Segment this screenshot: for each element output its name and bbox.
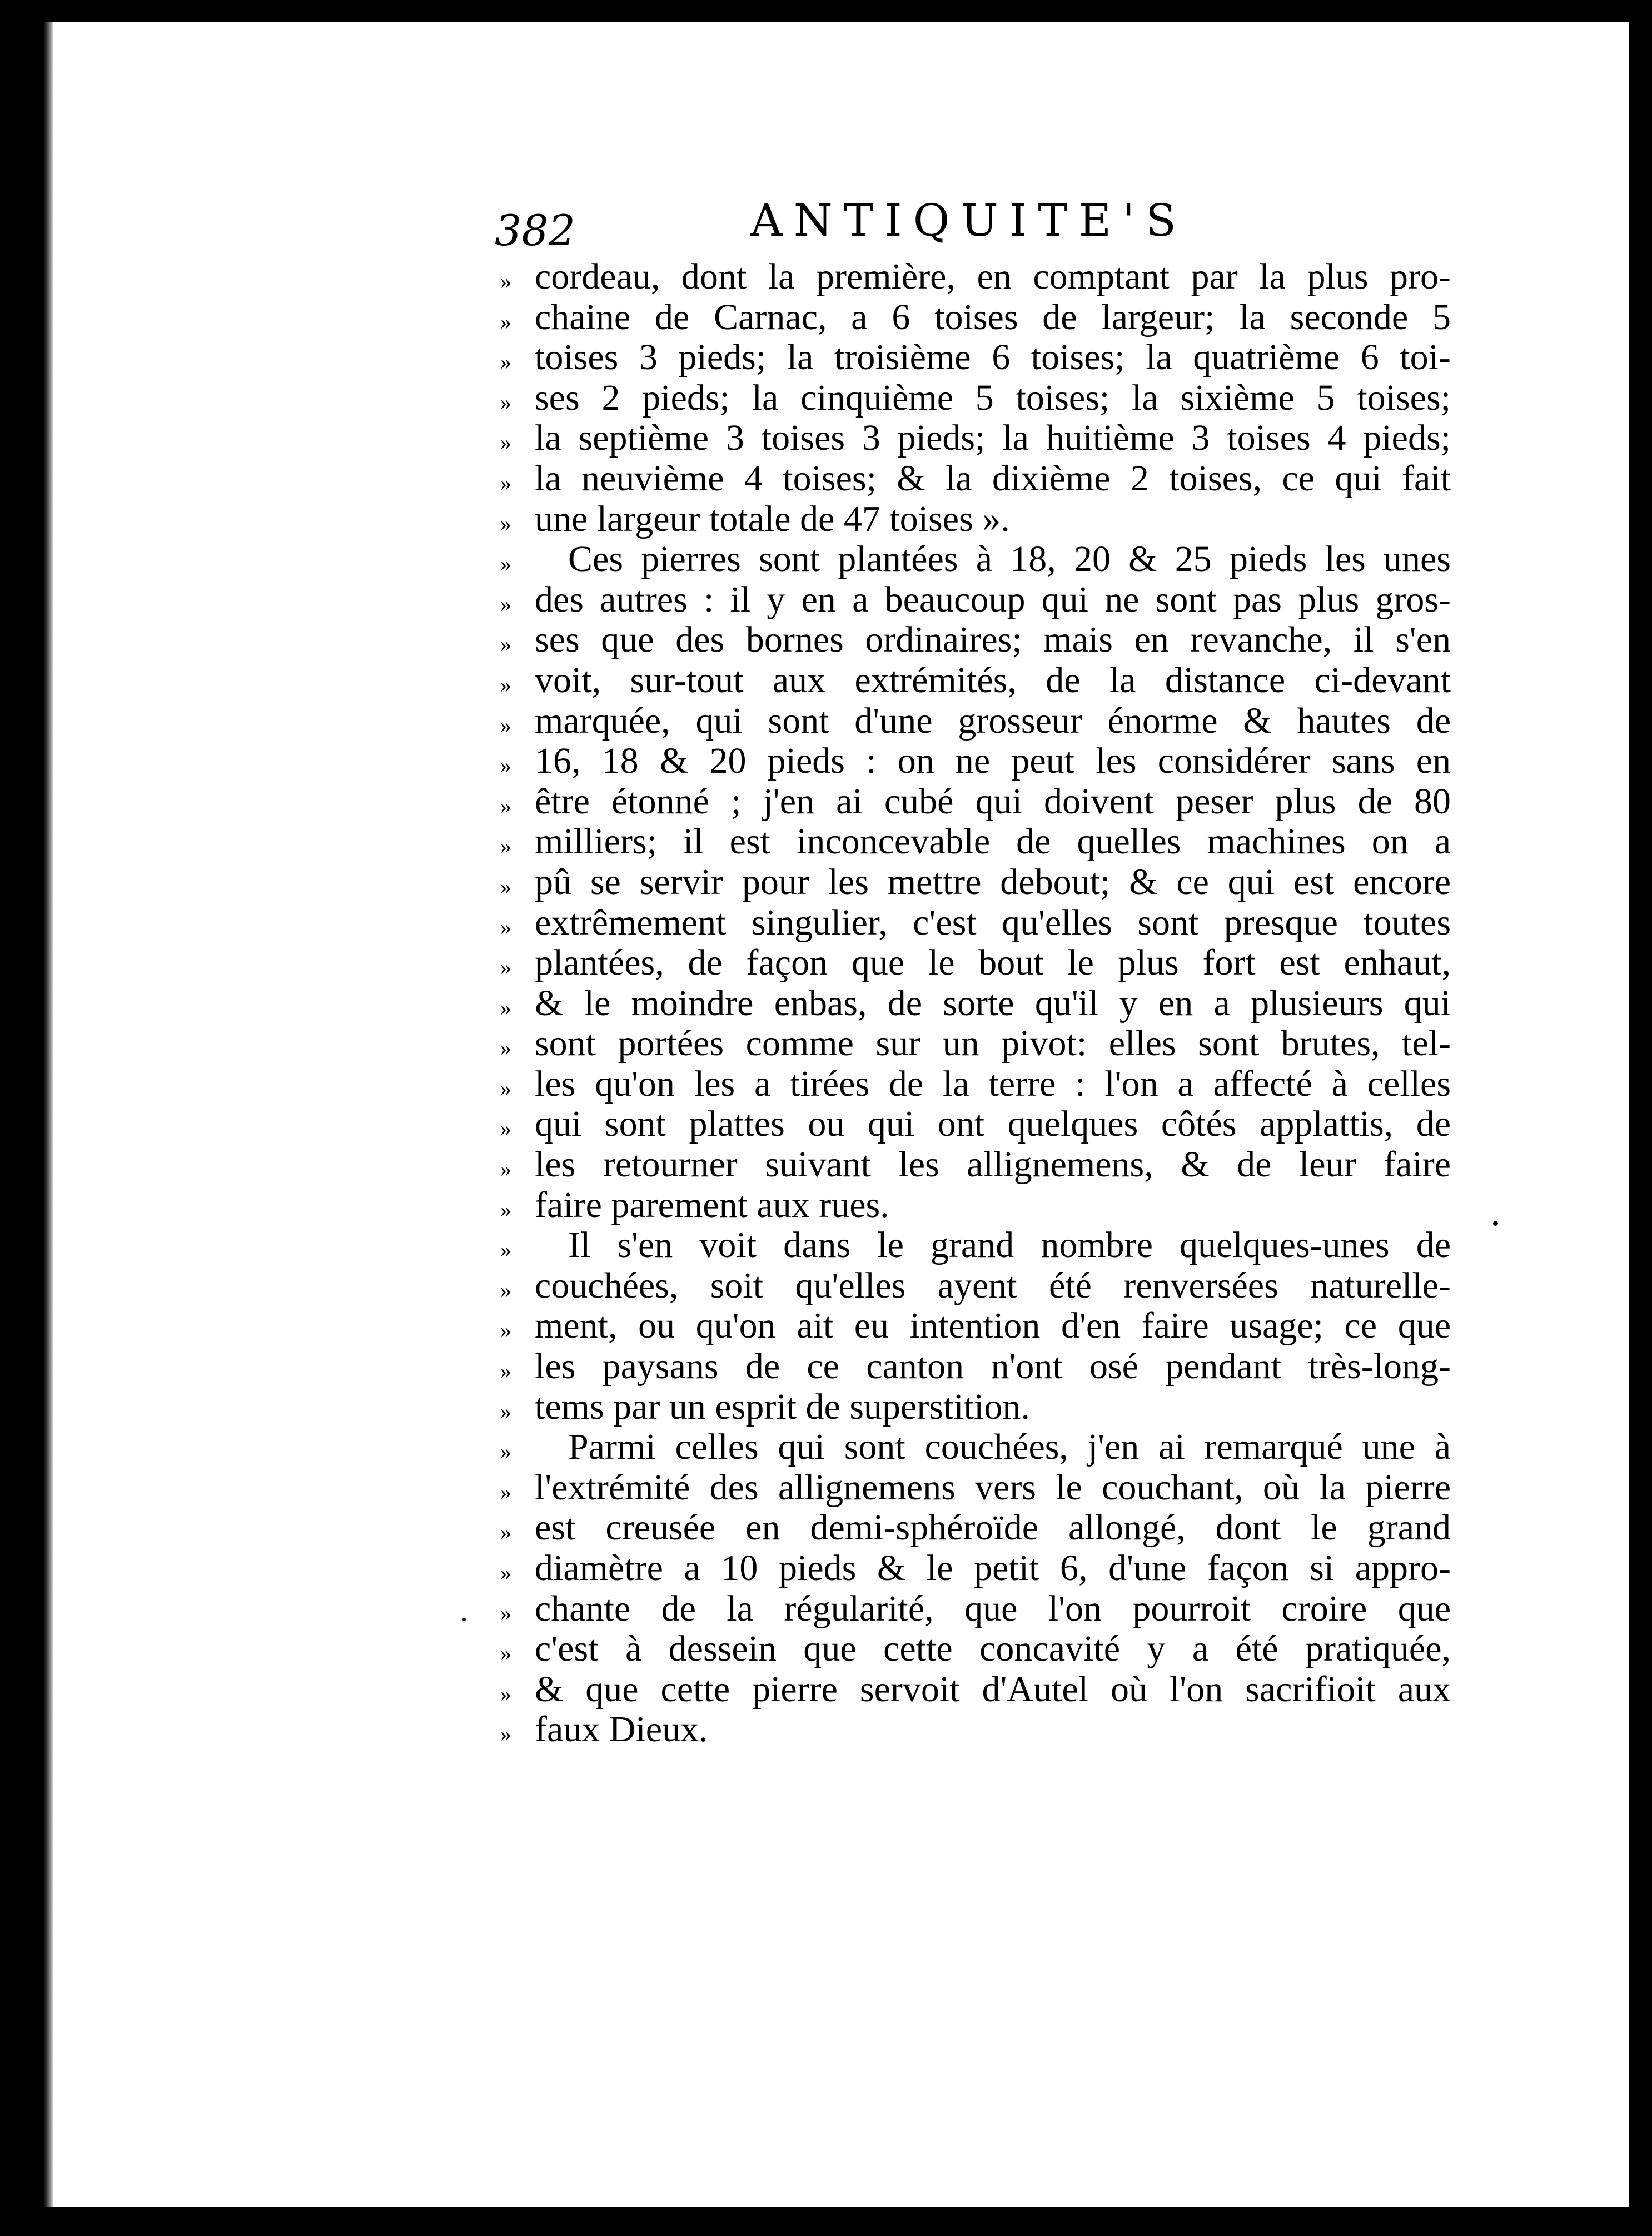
text-line xyxy=(500,1710,1451,1750)
line-text: diamètre a 10 pieds & le petit 6, d'une façon si appro- xyxy=(535,1548,1451,1588)
text-line xyxy=(500,1468,1451,1508)
line-text: ses 2 pieds; la cinquième 5 toises; la sixième 5 toises; xyxy=(535,377,1451,418)
text-line xyxy=(500,862,1451,903)
line-text: des autres : il y en a beaucoup qui ne sont pas plus gros- xyxy=(535,579,1451,620)
line-text: faux Dieux. xyxy=(535,1710,708,1750)
text-line xyxy=(500,741,1451,782)
speck-mark xyxy=(1493,1221,1498,1226)
line-text: 16, 18 & 20 pieds : on ne peut les considérer sans en xyxy=(535,741,1451,782)
line-text: Il s'en voit dans le grand nombre quelques-unes de xyxy=(568,1225,1451,1266)
text-line xyxy=(500,1508,1451,1548)
quotation-mark: » xyxy=(500,309,511,334)
line-text: tems par un esprit de superstition. xyxy=(535,1387,1030,1427)
quotation-mark: » xyxy=(500,551,511,577)
quotation-mark: » xyxy=(500,1439,511,1464)
text-line xyxy=(500,1266,1451,1306)
text-line xyxy=(500,1589,1451,1629)
text-line xyxy=(500,1064,1451,1105)
quotation-mark: » xyxy=(500,1398,511,1424)
quotation-mark: » xyxy=(500,753,511,778)
text-line xyxy=(500,1629,1451,1669)
text-line xyxy=(500,1145,1451,1185)
line-text: couchées, soit qu'elles ayent été renversées naturelle- xyxy=(535,1265,1451,1306)
quotation-mark: » xyxy=(500,793,511,818)
quotation-mark: » xyxy=(500,1075,511,1101)
quotation-mark: » xyxy=(500,1681,511,1706)
line-text: extrêmement singulier, c'est qu'elles sont presque toutes xyxy=(535,902,1451,943)
text-line xyxy=(500,580,1451,620)
text-line xyxy=(500,1669,1451,1710)
text-line xyxy=(500,378,1451,419)
line-text: faire parement aux rues. xyxy=(535,1185,889,1225)
quotation-mark: » xyxy=(500,712,511,738)
text-line xyxy=(500,1185,1451,1226)
text-line xyxy=(500,499,1451,540)
text-line xyxy=(500,1346,1451,1387)
quotation-mark: » xyxy=(500,833,511,859)
line-text: c'est à dessein que cette concavité y a été pratiquée, xyxy=(535,1629,1451,1669)
text-line xyxy=(500,1306,1451,1346)
text-line xyxy=(500,418,1451,459)
text-line xyxy=(500,539,1451,580)
line-text: plantées, de façon que le bout le plus fort est enhaut, xyxy=(535,943,1451,983)
text-line xyxy=(500,297,1451,338)
text-line xyxy=(500,1387,1451,1428)
quotation-mark: » xyxy=(500,1479,511,1504)
line-text: l'extrémité des allignemens vers le couchant, où la pierre xyxy=(535,1467,1451,1508)
page-edge-shadow xyxy=(44,22,53,2207)
quotation-mark: » xyxy=(500,1721,511,1747)
text-line xyxy=(500,782,1451,822)
text-line xyxy=(500,1104,1451,1145)
line-text: voit, sur-tout aux extrémités, de la distance ci-devant xyxy=(535,660,1451,700)
line-text: & que cette pierre servoit d'Autel où l'on sacrifioit aux xyxy=(535,1669,1451,1710)
line-text: ses que des bornes ordinaires; mais en revanche, il s'en xyxy=(535,620,1451,660)
quotation-mark: » xyxy=(500,1237,511,1263)
page-number: 382 xyxy=(495,206,576,255)
quotation-mark: » xyxy=(500,1318,511,1343)
quotation-mark: » xyxy=(500,389,511,415)
quotation-mark: » xyxy=(500,1519,511,1545)
line-text: milliers; il est inconcevable de quelles machines on a xyxy=(535,822,1451,862)
text-line xyxy=(500,620,1451,660)
quotation-mark: » xyxy=(500,1358,511,1384)
text-line xyxy=(500,943,1451,983)
quotation-mark: » xyxy=(500,470,511,495)
quotation-mark: » xyxy=(500,995,511,1020)
quotation-mark: » xyxy=(500,873,511,899)
text-line xyxy=(500,1427,1451,1468)
line-text: & le moindre enbas, de sorte qu'il y en a plusieurs qui xyxy=(535,983,1451,1023)
quotation-mark: » xyxy=(500,1600,511,1626)
quotation-mark: » xyxy=(500,1277,511,1303)
line-text: Ces pierres sont plantées à 18, 20 & 25 pieds les unes xyxy=(568,539,1451,580)
text-line xyxy=(500,257,1451,297)
line-text: est creusée en demi-sphéroïde allongé, dont le grand xyxy=(535,1508,1451,1548)
line-text: être étonné ; j'en ai cubé qui doivent peser plus de 80 xyxy=(535,781,1451,822)
line-text: cordeau, dont la première, en comptant par la plus pro- xyxy=(535,257,1451,297)
page-header xyxy=(495,195,1440,261)
line-text: ment, ou qu'on ait eu intention d'en faire usage; ce que xyxy=(535,1306,1451,1346)
body-text xyxy=(500,257,1451,1750)
line-text: les qu'on les a tirées de la terre : l'on a affecté à celles xyxy=(535,1064,1451,1104)
text-line xyxy=(500,1225,1451,1266)
text-line xyxy=(500,903,1451,943)
quotation-mark: » xyxy=(500,914,511,940)
quotation-mark: » xyxy=(500,1196,511,1222)
quotation-mark: » xyxy=(500,430,511,455)
quotation-mark: » xyxy=(500,1035,511,1061)
quotation-mark: » xyxy=(500,1641,511,1666)
line-text: la septième 3 toises 3 pieds; la huitième 3 toises 4 pieds; xyxy=(535,418,1451,459)
line-text: Parmi celles qui sont couchées, j'en ai remarqué une à xyxy=(568,1427,1451,1468)
line-text: chante de la régularité, que l'on pourroit croire que xyxy=(535,1588,1451,1629)
text-line xyxy=(500,701,1451,742)
line-text: les retourner suivant les allignemens, & de leur faire xyxy=(535,1145,1451,1185)
quotation-mark: » xyxy=(500,269,511,294)
line-text: une largeur totale de 47 toises ». xyxy=(535,499,1010,539)
quotation-mark: » xyxy=(500,510,511,536)
line-text: chaine de Carnac, a 6 toises de largeur; la seconde 5 xyxy=(535,297,1451,337)
text-line xyxy=(500,1548,1451,1589)
line-text: marquée, qui sont d'une grosseur énorme & hautes de xyxy=(535,700,1451,741)
text-line xyxy=(500,983,1451,1024)
text-line xyxy=(500,660,1451,701)
line-text: toises 3 pieds; la troisième 6 toises; la quatrième 6 toi- xyxy=(535,337,1451,378)
line-text: la neuvième 4 toises; & la dixième 2 toises, ce qui fait xyxy=(535,458,1451,499)
running-title: ANTIQUITE'S xyxy=(750,195,1187,246)
line-text: pû se servir pour les mettre debout; & ce qui est encore xyxy=(535,862,1451,902)
line-text: sont portées comme sur un pivot: elles sont brutes, tel- xyxy=(535,1023,1451,1064)
quotation-mark: » xyxy=(500,955,511,980)
quotation-mark: » xyxy=(500,672,511,697)
quotation-mark: » xyxy=(500,1156,511,1182)
quotation-mark: » xyxy=(500,1560,511,1585)
quotation-mark: » xyxy=(500,1116,511,1141)
quotation-mark: » xyxy=(500,349,511,375)
text-line xyxy=(500,822,1451,862)
text-line xyxy=(500,459,1451,499)
line-text: qui sont plattes ou qui ont quelques côtés applattis, de xyxy=(535,1104,1451,1145)
speck-mark xyxy=(462,1618,466,1621)
quotation-mark: » xyxy=(500,632,511,657)
quotation-mark: » xyxy=(500,591,511,617)
text-line xyxy=(500,337,1451,378)
line-text: les paysans de ce canton n'ont osé pendant très-long- xyxy=(535,1346,1451,1387)
text-line xyxy=(500,1023,1451,1064)
